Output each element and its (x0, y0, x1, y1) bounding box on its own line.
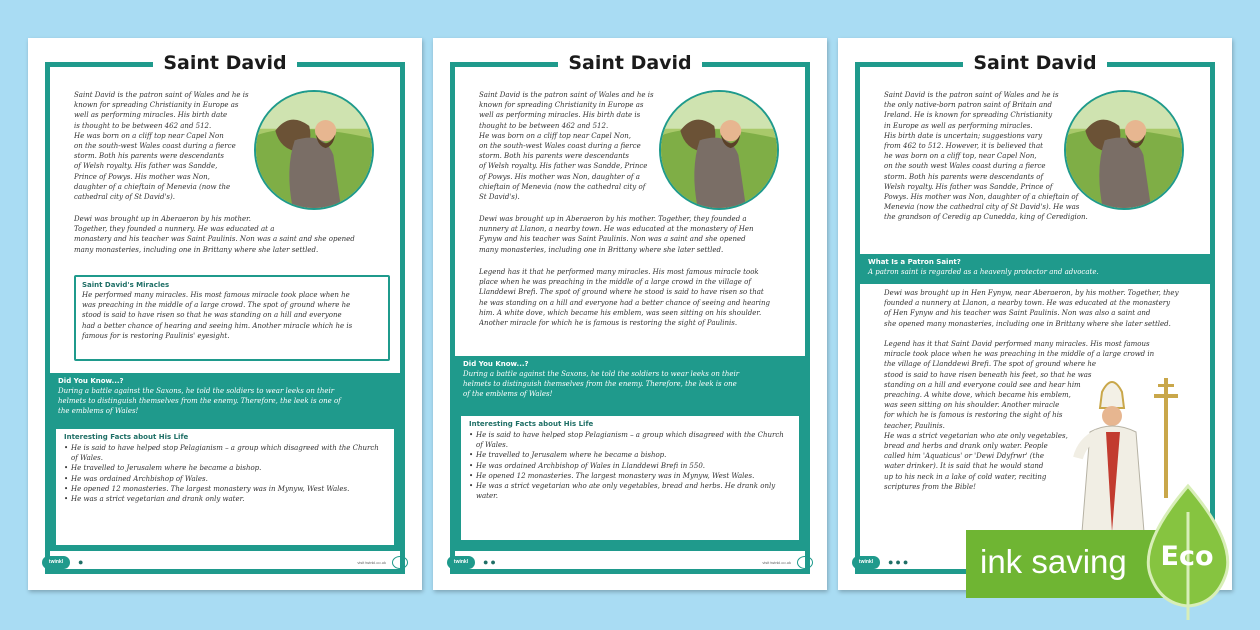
did-you-know-heading: Did You Know...? (58, 377, 124, 385)
twinkl-logo: twinkl (852, 556, 880, 569)
ink-saving-label: ink saving (980, 543, 1127, 580)
facts-heading: Interesting Facts about His Life (469, 420, 594, 428)
did-you-know-text: During a battle against the Saxons, he told the soldiers to wear leeks on their helmets to distinguish themselves from the enemy. Therefore, the leek is one of the emblems of Wales! (463, 370, 740, 399)
patron-saint-text: A patron saint is regarded as a heavenly protector and advocate. (868, 268, 1099, 276)
fact-item: • He is said to have helped stop Pelagianism – a group which disagreed with the Church of Wales. (64, 443, 386, 463)
did-you-know-panel (50, 373, 400, 423)
footer-url: visit twinkl.co.uk (357, 560, 386, 565)
page-footer (42, 556, 408, 572)
legend-text: Legend has it that he performed many miracles. His most famous miracle took place when he was preaching in the middle of a large crowd in the village of Llanddewi Brefi. The spot of ground where he stood is said to have risen so that he was standing on a hill and everyone had a better chance of seeing and hearing him. A white dove, which became his emblem, was seen sitting on his shoulder. Another miracle for which he is famous is restoring the sight of Paulinis. (479, 268, 770, 328)
miracles-box (74, 275, 390, 361)
did-you-know-heading: Did You Know...? (463, 360, 529, 368)
twinkl-logo: twinkl (447, 556, 475, 569)
patron-saint-panel (860, 254, 1210, 284)
fact-item: • He travelled to Jerusalem where he became a bishop. (64, 463, 386, 473)
fact-item: • He opened 12 monasteries. The largest monastery was in Mynyw, West Wales. (469, 471, 791, 481)
upbringing-text: Dewi was brought up in Aberaeron by his mother. Together, they founded a nunnery at Llanon, a nearby town. He was educated at the monastery of Hen Fynyw and his teacher was Saint Paulinis. Non was a saint and she opened many monasteries, including one in Brittany where she later settled. (479, 215, 754, 254)
page-title: Saint David (558, 52, 701, 74)
facts-list (461, 430, 799, 501)
miracles-heading: Saint David's Miracles (82, 281, 170, 289)
patron-saint-heading: What Is a Patron Saint? (868, 258, 961, 266)
intro-text: Saint David is the patron saint of Wales and he is the only native-born patron saint of Britain and Ireland. He is known for spreading Christianity in Europe as well as performing miracles. His birth date is uncertain; suggestions vary from 462 to 512. However, it is believed that he was born on a cliff top, near Capel Non, on the south west Wales coast during a fierce storm. Both his parents were descendants of Welsh royalty. His father was Sandde, Prince of Powys. His mother was Non, daughter of a chieftain of Menevia (now the cathedral city of St David's). He was the grandson of Ceredig ap Cunedda, king of Ceredigion. (884, 91, 1088, 222)
footer-badge-icon (797, 556, 813, 569)
difficulty-dots: ●● (483, 557, 498, 567)
facts-panel (455, 406, 805, 551)
intro-text: Saint David is the patron saint of Wales and he is known for spreading Christianity in Europe as well as performing miracles. His birth date is thought to be between 462 and 512. He was born on a cliff top near Capel Non, on the south-west Wales coast during a fierce storm. Both his parents were descendants of Welsh royalty. His father was Sandde, Prince of Powys. His mother was Non, daughter of a chieftain of Menevia (now the cathedral city of St David's). (479, 91, 654, 202)
upbringing-text: Dewi was brought up in Hen Fynyw, near Aberaeron, by his mother. Together, they founded a nunnery at Llanon, a nearby town. He was educated at the monastery of Hen Fynyw and his teacher was Saint Paulinis. Non was also a saint and she opened many monasteries, including one in Brittany where she later settled. (884, 289, 1179, 328)
difficulty-dots: ●●● (888, 557, 911, 567)
facts-heading: Interesting Facts about His Life (64, 433, 189, 441)
difficulty-dots: ● (78, 557, 86, 567)
legend-text: Legend has it that Saint David performed many miracles. His most famous miracle took place when he was preaching in the middle of a large crowd in the village of Llanddewi Brefi. The spot of ground where he stood is said to have risen beneath his feet, so that he was standing on a hill and everyone could see and hear him preaching. A white dove, which became his emblem, was seen sitting on his shoulder. Another miracle for which he is famous is restoring the sight of his teacher, Paulinis. He was a strict vegetarian who ate only vegetables, bread and herbs and drank only water. People called him 'Aquaticus' or 'Dewi Ddyfrwr' (the water drinker). It is said that he would stand up to his neck in a lake of cold water, reciting scriptures from the Bible! (884, 340, 1155, 491)
fact-item: • He was a strict vegetarian who ate only vegetables, bread and herbs. He drank only water. (469, 481, 791, 501)
fact-item: • He was ordained Archbishop of Wales. (64, 474, 386, 484)
facts-box (461, 416, 799, 540)
did-you-know-panel (455, 356, 805, 406)
eco-label: Eco (1160, 541, 1214, 572)
worksheet-1 (28, 38, 422, 590)
upbringing-text: Dewi was brought up in Aberaeron by his mother. Together, they founded a nunnery. He was educated at a monastery and his teacher was Saint Paulinis. Non was a saint and she opened many monasteries, including one in Brittany where she later settled. (74, 215, 355, 254)
worksheet-2 (433, 38, 827, 590)
saint-david-portrait (254, 90, 374, 210)
page-footer (447, 556, 813, 572)
twinkl-logo: twinkl (42, 556, 70, 569)
facts-box (56, 429, 394, 545)
facts-list (56, 443, 394, 504)
intro-text: Saint David is the patron saint of Wales and he is known for spreading Christianity in Europe as well as performing miracles. His birth date is thought to be between 462 and 512. He was born on a cliff top near Capel Non on the south-west Wales coast during a fierce storm. Both his parents were descendants of Welsh royalty. His father was Sandde, Prince of Powys. His mother was Non, daughter of a chieftain of Menevia (now the cathedral city of St David's). (74, 91, 249, 202)
page-title: Saint David (963, 52, 1106, 74)
footer-url: visit twinkl.co.uk (762, 560, 791, 565)
did-you-know-text: During a battle against the Saxons, he told the soldiers to wear leeks on their helmets to distinguish themselves from the enemy. Therefore, the leek is one of the emblems of Wales! (58, 387, 341, 416)
fact-item: • He was a strict vegetarian and drank only water. (64, 494, 386, 504)
facts-panel (50, 423, 400, 551)
saint-david-portrait (659, 90, 779, 210)
fact-item: • He opened 12 monasteries. The largest monastery was in Mynyw, West Wales. (64, 484, 386, 494)
miracles-text: He performed many miracles. His most famous miracle took place when he was preaching in the middle of a large crowd. The spot of ground where he stood is said to have risen so that he was standing on a hill and everyone had a better chance of hearing and seeing him. Another miracle which he is famous for is restoring Paulinis' eyesight. (82, 291, 353, 340)
footer-badge-icon (392, 556, 408, 569)
fact-item: • He is said to have helped stop Pelagianism – a group which disagreed with the Church of Wales. (469, 430, 791, 450)
saint-david-portrait (1064, 90, 1184, 210)
page-title: Saint David (153, 52, 296, 74)
fact-item: • He travelled to Jerusalem where he became a bishop. (469, 450, 791, 460)
fact-item: • He was ordained Archbishop of Wales in Llanddewi Brefi in 550. (469, 461, 791, 471)
